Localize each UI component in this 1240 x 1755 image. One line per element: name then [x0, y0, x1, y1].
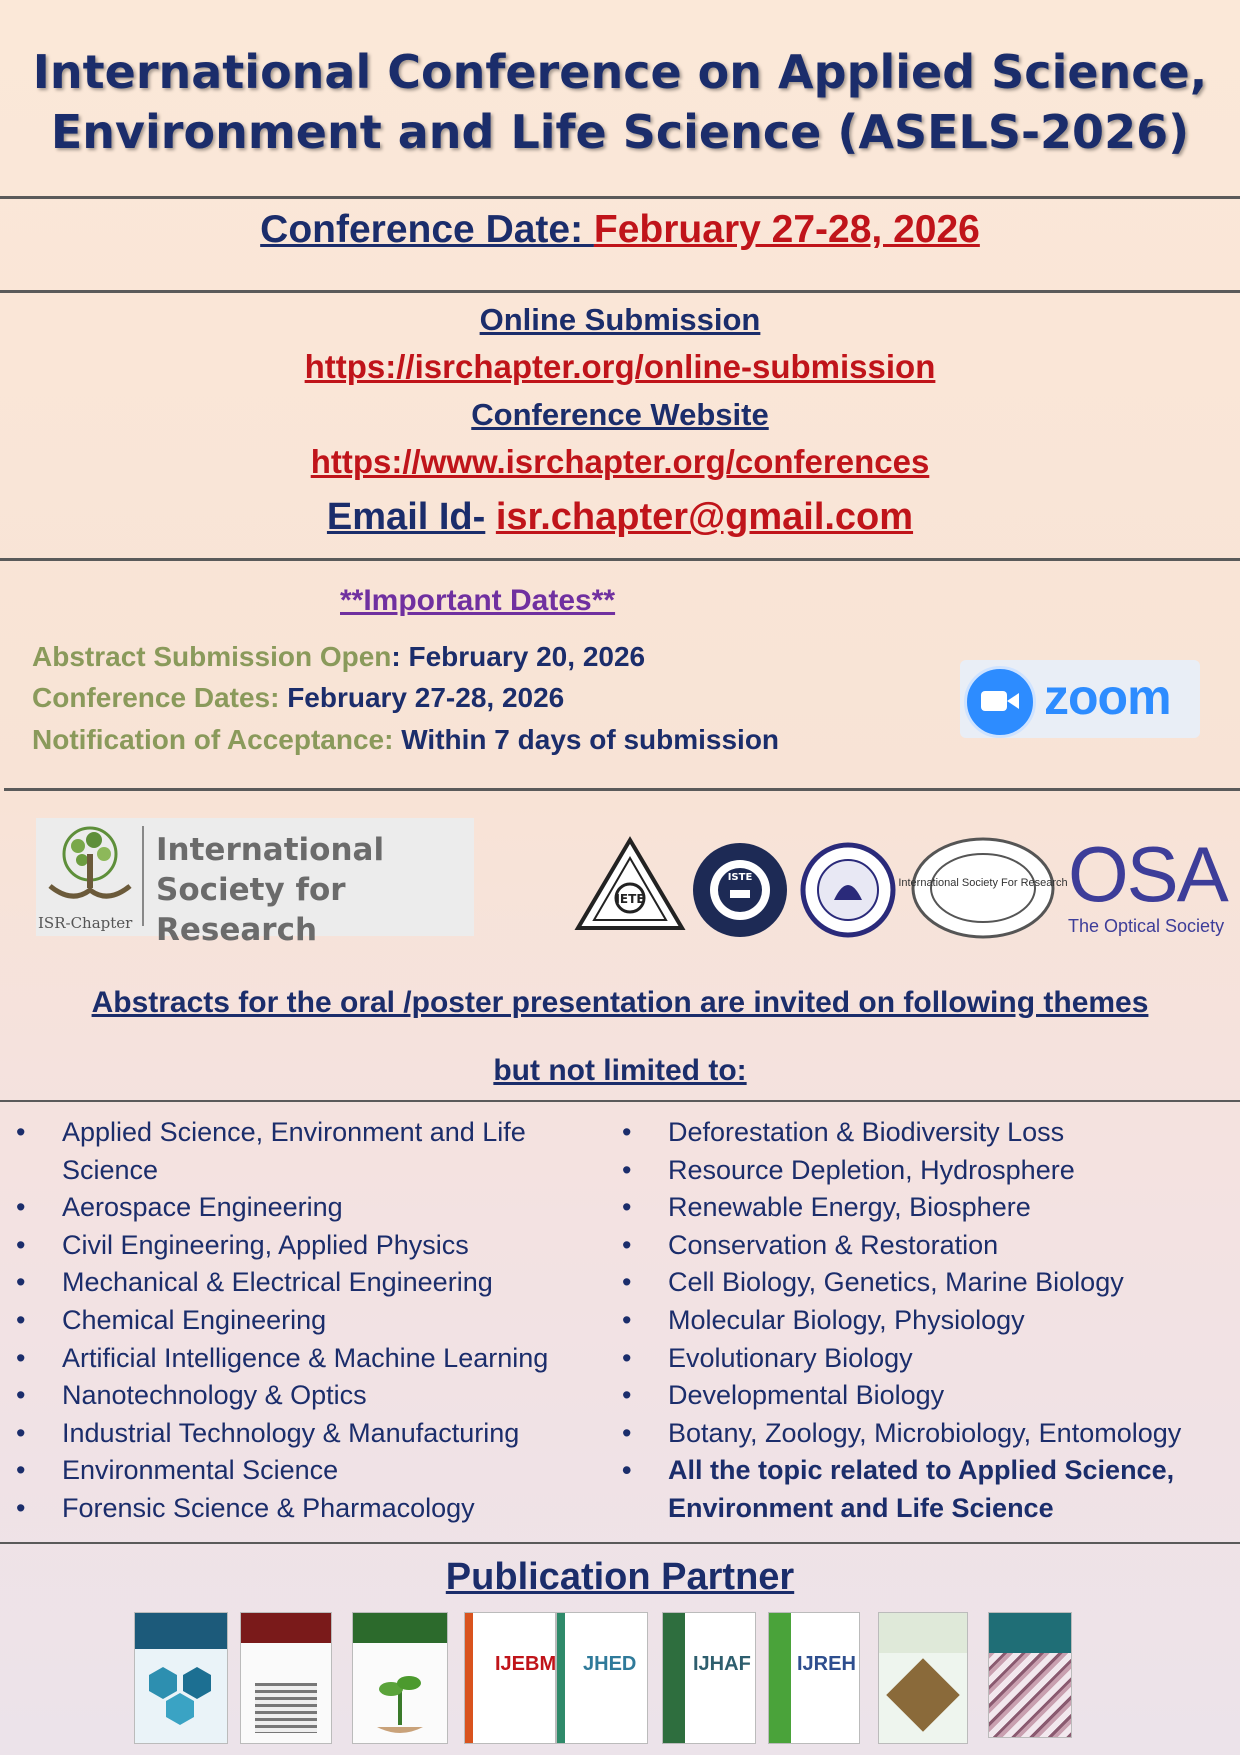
- divider: [0, 196, 1240, 199]
- list-item: • Deforestation & Biodiversity Loss: [622, 1114, 1234, 1152]
- isr-badge-text: International Society For Research: [898, 877, 1068, 889]
- divider: [0, 558, 1240, 561]
- online-submission-link[interactable]: https://isrchapter.org/online-submission: [304, 348, 936, 385]
- conference-title: [0, 42, 1240, 162]
- osa-subtitle: The Optical Society: [1068, 916, 1225, 936]
- date-value: : February 20, 2026: [391, 641, 646, 672]
- list-item: • Molecular Biology, Physiology: [622, 1302, 1234, 1340]
- isr-name-line-2: Society for Research: [156, 872, 346, 948]
- zoom-wordmark: zoom: [1044, 669, 1171, 725]
- publication-partner-heading: Publication Partner: [445, 1556, 795, 1598]
- list-item: • All the topic related to Applied Science, Environment and Life Science: [622, 1452, 1234, 1527]
- iste-logo: [690, 840, 790, 940]
- list-item: • Conservation & Restoration: [622, 1227, 1234, 1265]
- date-row: [32, 641, 645, 673]
- video-camera-icon: [964, 666, 1036, 738]
- institution-of-engineers-logo: [800, 840, 896, 940]
- date-row: [32, 724, 779, 756]
- list-item: • Applied Science, Environment and Life Science: [16, 1114, 586, 1189]
- divider: [4, 788, 1240, 791]
- journal-cover: [240, 1612, 332, 1744]
- journal-cover: [662, 1612, 756, 1744]
- journal-cover: [352, 1612, 448, 1744]
- isr-badge-logo: [898, 836, 1068, 940]
- divider: [0, 290, 1240, 293]
- email-label: Email Id-: [326, 496, 486, 538]
- list-item: • Aerospace Engineering: [16, 1189, 586, 1227]
- title-line-1: International Conference on Applied Science,: [32, 45, 1208, 99]
- journal-cover: [556, 1612, 648, 1744]
- list-item: • Evolutionary Biology: [622, 1340, 1234, 1378]
- journal-cover: [134, 1612, 228, 1744]
- list-item: • Artificial Intelligence & Machine Learning: [16, 1340, 586, 1378]
- conference-date-label: Conference Date:: [260, 208, 594, 251]
- zoom-logo: [960, 660, 1200, 738]
- isr-name: [156, 830, 474, 950]
- email-line: [0, 496, 1240, 539]
- date-key: Abstract Submission Open: [32, 641, 392, 672]
- date-value: Within 7 days of submission: [401, 724, 780, 755]
- journal-title: IJHAF: [693, 1653, 751, 1675]
- date-value: February 27-28, 2026: [287, 682, 565, 713]
- list-item: • Industrial Technology & Manufacturing: [16, 1415, 586, 1453]
- themes-subheading: but not limited to:: [493, 1054, 747, 1087]
- list-item: • Nanotechnology & Optics: [16, 1377, 586, 1415]
- important-dates-heading: **Important Dates**: [340, 584, 616, 617]
- list-item: • Forensic Science & Pharmacology: [16, 1490, 586, 1528]
- list-item: • Botany, Zoology, Microbiology, Entomology: [622, 1415, 1234, 1453]
- logo-separator: [142, 826, 144, 926]
- iete-logo: [574, 836, 686, 946]
- date-row: [32, 682, 564, 714]
- date-key: Notification of Acceptance:: [32, 724, 402, 755]
- topics-left-list: [16, 1114, 586, 1528]
- conference-website-label: Conference Website: [471, 397, 769, 432]
- osa-wordmark: OSA: [1068, 830, 1227, 918]
- isr-name-line-1: International: [156, 832, 385, 868]
- isr-logo: [36, 818, 474, 948]
- online-submission-label: Online Submission: [479, 302, 761, 337]
- conference-date: [0, 208, 1240, 252]
- list-item: • Mechanical & Electrical Engineering: [16, 1264, 586, 1302]
- list-item: • Cell Biology, Genetics, Marine Biology: [622, 1264, 1234, 1302]
- themes-heading: Abstracts for the oral /poster presentation are invited on following themes: [91, 986, 1149, 1019]
- journal-cover: [988, 1612, 1072, 1738]
- isr-chapter-label: ISR-Chapter: [38, 914, 133, 932]
- list-item: • Environmental Science: [16, 1452, 586, 1490]
- divider: [0, 1542, 1240, 1544]
- journal-cover: [464, 1612, 556, 1744]
- list-item: • Developmental Biology: [622, 1377, 1234, 1415]
- journal-title: IJREH: [797, 1653, 856, 1675]
- topics-right-list: [622, 1114, 1234, 1528]
- list-item: • Resource Depletion, Hydrosphere: [622, 1152, 1234, 1190]
- list-item: • Civil Engineering, Applied Physics: [16, 1227, 586, 1265]
- date-key: Conference Dates:: [32, 682, 288, 713]
- journal-title: JHED: [583, 1653, 637, 1675]
- list-item: • Renewable Energy, Biosphere: [622, 1189, 1234, 1227]
- iete-text: IETE: [615, 892, 645, 906]
- journal-cover: [878, 1612, 968, 1744]
- journal-title: IJEBM: [495, 1653, 557, 1675]
- conference-date-value: February 27-28, 2026: [593, 208, 980, 251]
- divider: [0, 1100, 1240, 1102]
- tree-hands-icon: [42, 824, 138, 914]
- list-item: • Chemical Engineering: [16, 1302, 586, 1340]
- conference-website-link[interactable]: https://www.isrchapter.org/conferences: [310, 443, 930, 480]
- journal-cover: [768, 1612, 860, 1744]
- iste-text: ISTE: [727, 872, 753, 883]
- email-link[interactable]: isr.chapter@gmail.com: [495, 496, 914, 538]
- title-line-2: Environment and Life Science (ASELS-2026): [50, 105, 1190, 159]
